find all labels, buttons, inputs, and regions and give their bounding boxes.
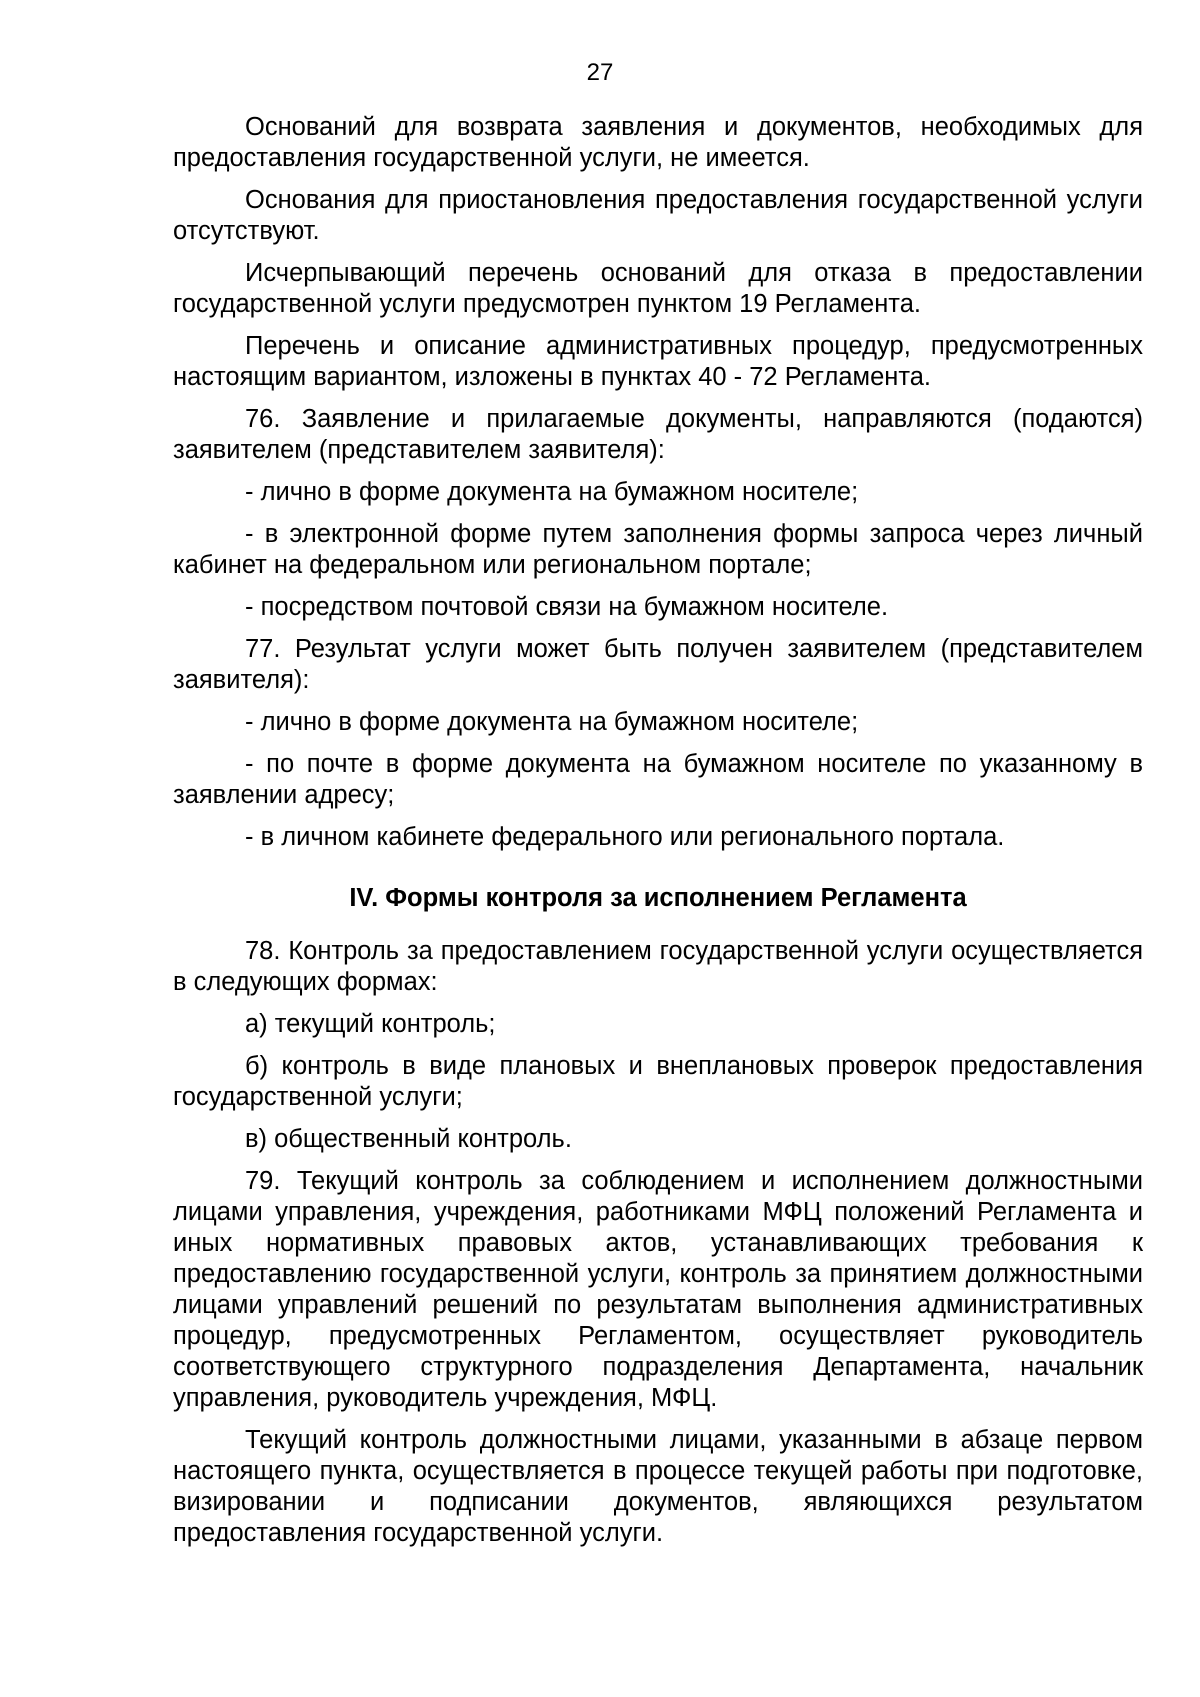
list-item-result-by-mail: - по почте в форме документа на бумажном носителе по указанному в заявлении адресу; xyxy=(173,750,1143,809)
list-item-result-portal: - в личном кабинете федерального или регионального портала. xyxy=(245,823,1005,851)
paragraph-79: 79. Текущий контроль за соблюдением и исполнением должностными лицами управления, учреждения, работниками МФЦ положений Регламента и иных нормативных правовых актов, устанавливающих требования к предоставлению государственной услуги, контроль за принятием должностными лицами управлений решений по результатам выполнения административных процедур, предусмотренных Регламентом, осуществляет руководитель соответствующего структурного подразделения Департамента, начальник управления, руководитель учреждения, МФЦ. xyxy=(173,1167,1143,1412)
paragraph-refusal-grounds: Исчерпывающий перечень оснований для отказа в предоставлении государственной услуги предусмотрен пунктом 19 Регламента. xyxy=(173,259,1143,318)
paragraph-no-return-grounds: Оснований для возврата заявления и документов, необходимых для предоставления государственной услуги, не имеется. xyxy=(173,113,1143,172)
paragraph-76-intro: 76. Заявление и прилагаемые документы, направляются (подаются) заявителем (представителем заявителя): xyxy=(173,405,1143,464)
paragraph-77-intro: 77. Результат услуги может быть получен заявителем (представителем заявителя): xyxy=(173,635,1143,694)
list-item-public-control: в) общественный контроль. xyxy=(245,1125,572,1153)
list-item-result-in-person: - лично в форме документа на бумажном носителе; xyxy=(245,708,859,736)
list-item-in-person: - лично в форме документа на бумажном носителе; xyxy=(245,478,859,506)
paragraph-78-intro: 78. Контроль за предоставлением государственной услуги осуществляется в следующих формах: xyxy=(173,937,1143,996)
paragraph-no-suspension-grounds: Основания для приостановления предоставления государственной услуги отсутствуют. xyxy=(173,186,1143,245)
paragraph-admin-procedures: Перечень и описание административных процедур, предусмотренных настоящим вариантом, изложены в пунктах 40 - 72 Регламента. xyxy=(173,332,1143,391)
list-item-postal: - посредством почтовой связи на бумажном носителе. xyxy=(245,593,889,621)
list-item-current-control: а) текущий контроль; xyxy=(245,1010,496,1038)
page-number: 27 xyxy=(586,59,614,86)
paragraph-current-control-process: Текущий контроль должностными лицами, указанными в абзаце первом настоящего пункта, осуществляется в процессе текущей работы при подготовке, визировании и подписании документов, являющихся результатом предоставления государственной услуги. xyxy=(173,1426,1143,1547)
list-item-electronic: - в электронной форме путем заполнения формы запроса через личный кабинет на федеральном или региональном портале; xyxy=(173,520,1143,579)
list-item-inspections: б) контроль в виде плановых и внеплановых проверок предоставления государственной услуги; xyxy=(173,1052,1143,1111)
document-body xyxy=(173,112,1143,1560)
section-heading: IV. Формы контроля за исполнением Регламента xyxy=(349,884,967,912)
